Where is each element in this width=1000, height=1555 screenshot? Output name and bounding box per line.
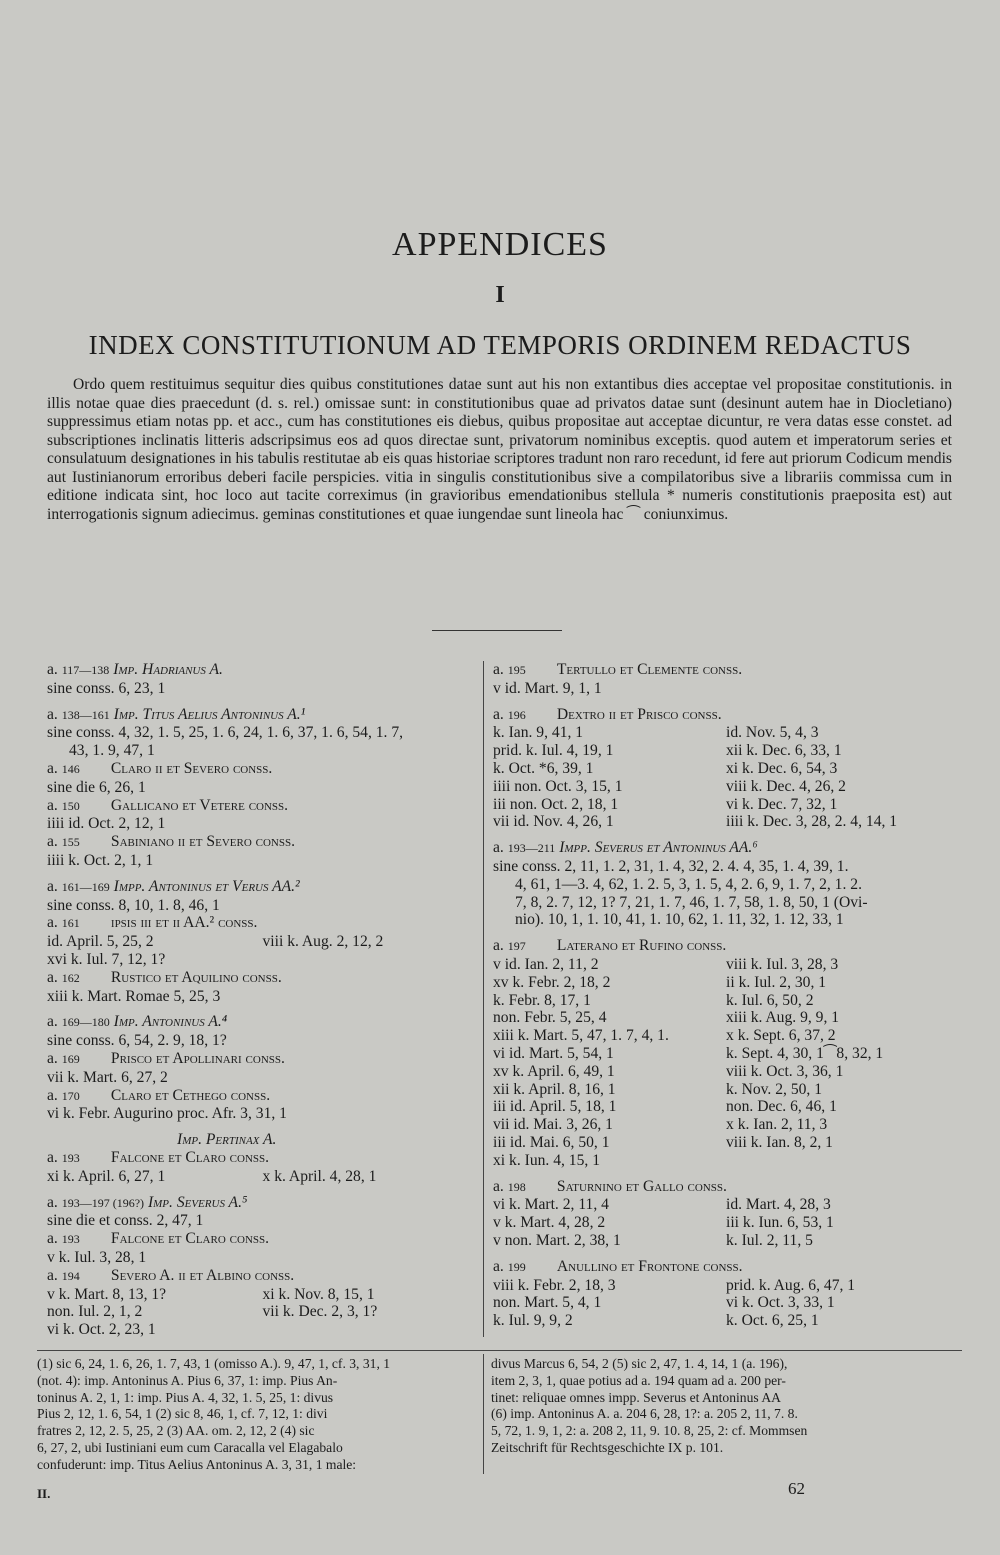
entry-line: xi k. Iun. 4, 15, 1 bbox=[493, 1151, 600, 1169]
entry-line: non. Dec. 6, 46, 1 bbox=[726, 1098, 837, 1116]
entry-line: k. Oct. 6, 25, 1 bbox=[726, 1312, 819, 1330]
entry-line: xiii k. Mart. Romae 5, 25, 3 bbox=[47, 987, 221, 1005]
date-grid bbox=[47, 1168, 472, 1186]
entry-line: x k. Ian. 2, 11, 3 bbox=[726, 1116, 828, 1134]
entry-year: 117—138 bbox=[61, 663, 110, 677]
consuls-heading: Anullino et Frontone conss. bbox=[556, 1257, 743, 1275]
entry-line: viii k. Febr. 2, 18, 3 bbox=[493, 1276, 616, 1294]
footnote-line: (1) sic 6, 24, 1. 6, 26, 1. 7, 43, 1 (omisso A.). 9, 47, 1, cf. 3, 31, 1 bbox=[37, 1356, 391, 1371]
consuls-heading: Claro ii et Severo conss. bbox=[110, 759, 273, 777]
footnote-line: (not. 4): imp. Antoninus A. Pius 6, 37, 1: imp. Pius An- bbox=[37, 1372, 338, 1388]
left-column bbox=[47, 661, 472, 1347]
consuls-heading: Sabiniano ii et Severo conss. bbox=[110, 833, 296, 851]
consuls-heading: Falcone et Claro conss. bbox=[110, 1148, 270, 1166]
entry-line: vi k. Oct. 2, 23, 1 bbox=[47, 1321, 156, 1339]
consuls-heading: ipsis iii et ii AA.² conss. bbox=[110, 914, 258, 932]
entry-line: v k. Mart. 8, 13, 1? bbox=[47, 1285, 167, 1303]
entry-196: a. 196 Dextro ii et Prisco conss. k. Ian. 9, 41, 1 id. Nov. 5, 4, 3 prid. k. Iul. 4, 19, 1 xii k. Dec. 6, 33, 1 k. Oct. *6, 39, 1 xi k. Dec. 6, 54, 3 iiii non. Oct. 3, 15, 1 viii k. Dec. 4, 26, 2 iii non. Oct. 2, 18, 1 vi k. Dec. 7, 32, 1 vii id. Nov. 4, 26, 1 iiii k. Dec. 3, 28, 2. 4, 14, 1 bbox=[493, 706, 953, 832]
entry-pertinax: Imp. Pertinax A. a. 193 Falcone et Claro conss. xi k. April. 6, 27, 1 x k. April. 4, 28, 1 bbox=[47, 1131, 472, 1185]
entry-line: v k. Mart. 4, 28, 2 bbox=[493, 1214, 606, 1232]
entry-year: 193—211 bbox=[507, 841, 556, 856]
date-grid bbox=[47, 1286, 472, 1339]
entry-line: id. Nov. 5, 4, 3 bbox=[726, 724, 819, 742]
entry-line: xi k. Dec. 6, 54, 3 bbox=[726, 759, 838, 777]
entry-line: iii id. Mai. 6, 50, 1 bbox=[493, 1133, 610, 1151]
entry-year: 196 bbox=[507, 707, 526, 722]
entry-line: k. Iul. 9, 9, 2 bbox=[493, 1312, 573, 1330]
intro-text: Ordo quem restituimus sequitur dies quibus constitutiones datae sunt aut his non extantibus dies acceptae vel propositae constitutionis. in illis notae quae dies praecedunt (d. s. rel.) omissae sunt: in constitutionibus quae ad privatos datae sunt (desinunt autem hae in Diocletiano) suppressimus etiam notas pp. et acc., cum has constitutiones eis diebus, quibus propositae aut acceptae dicuntur, re vera datas esse constet. ad subscriptiones inclinatis litteris adscripsimus eos ad quos directae sunt, privatorum nominibus exceptis. quod autem et imperatorum series et consulatuum designationes in his tabulis restitutae ab eis quas historiae scriptores tradunt non raro recedunt, id fere aut priorum Codicum mendis aut Iustinianorum erroribus deberi facile perspicies. vitia in singulis constitutionibus sive a compilatoribus sive a librariis commissa cum in editione indicata sint, hoc loco aut tacite correximus (in gravioribus emendationibus stellula * numeris constitutionis praeposita est) aut interrogationis signum adiecimus. geminas constitutiones et quae iungendae sunt lineola hac ⁀ coniunximus. bbox=[47, 376, 952, 523]
entry-line: 7, 8, 2. 7, 12, 1? 7, 21, 1. 7, 46, 1. 7, 58, 1. 8, 50, 1 (Ovi- bbox=[515, 893, 868, 911]
entry-line: vii id. Nov. 4, 26, 1 bbox=[493, 813, 614, 831]
entry-line: vi k. Dec. 7, 32, 1 bbox=[726, 795, 838, 813]
entry-year: 193 bbox=[61, 1232, 80, 1247]
entry-line: sine conss. 6, 23, 1 bbox=[47, 679, 166, 697]
entry-line: vii k. Dec. 2, 3, 1? bbox=[262, 1303, 378, 1321]
entry-line: viii k. Ian. 8, 2, 1 bbox=[726, 1133, 833, 1151]
date-grid bbox=[493, 1196, 953, 1249]
entry-line: xii k. April. 8, 16, 1 bbox=[493, 1080, 616, 1098]
entry-line: xv k. April. 6, 49, 1 bbox=[493, 1062, 615, 1080]
footnote-line: 5, 72, 1. 9, 1, 2: a. 208 2, 11, 9. 10. 8, 25, 2: cf. Mommsen bbox=[491, 1423, 808, 1439]
emperor-heading: Impp. Severus et Antoninus AA.⁶ bbox=[559, 839, 758, 857]
entry-year: 199 bbox=[507, 1259, 526, 1274]
entry-line: k. Oct. *6, 39, 1 bbox=[493, 759, 594, 777]
footnote-line: confuderunt: imp. Titus Aelius Antoninus A. 3, 31, 1 male: bbox=[37, 1456, 357, 1472]
entry-line: vii id. Mai. 3, 26, 1 bbox=[493, 1116, 613, 1134]
entry-line: k. Iul. 6, 50, 2 bbox=[726, 991, 814, 1009]
entry-line: xiii k. Mart. 5, 47, 1. 7, 4, 1. bbox=[493, 1027, 669, 1045]
emperor-heading: Imp. Antoninus A.⁴ bbox=[113, 1013, 228, 1031]
entry-line: xvi k. Iul. 7, 12, 1? bbox=[47, 950, 166, 968]
footnote-line: tinet: reliquae omnes impp. Severus et Antoninus AA bbox=[491, 1389, 781, 1405]
emperor-heading: Imp. Pertinax A. bbox=[177, 1131, 277, 1149]
entry-line: xv k. Febr. 2, 18, 2 bbox=[493, 973, 611, 991]
entry-year: 138—161 bbox=[61, 707, 110, 722]
entry-line: iiii id. Oct. 2, 12, 1 bbox=[47, 815, 166, 833]
entry-line: k. Iul. 2, 11, 5 bbox=[726, 1231, 813, 1249]
entry-line: k. Sept. 4, 30, 1⁀8, 32, 1 bbox=[726, 1044, 884, 1062]
entry-year: 161—169 bbox=[61, 879, 110, 894]
entry-line: prid. k. Iul. 4, 19, 1 bbox=[493, 742, 614, 760]
consuls-heading: Gallicano et Vetere conss. bbox=[110, 796, 289, 814]
right-column bbox=[493, 661, 953, 1338]
entry-line: x k. Sept. 6, 37, 2 bbox=[726, 1027, 836, 1045]
footnote-separator bbox=[483, 1354, 484, 1474]
entry-line: ii k. Iul. 2, 30, 1 bbox=[726, 973, 827, 991]
entry-line bbox=[726, 1152, 953, 1170]
entry-line: viii k. Oct. 3, 36, 1 bbox=[726, 1062, 844, 1080]
entry-line: iiii k. Dec. 3, 28, 2. 4, 14, 1 bbox=[726, 813, 898, 831]
entry-year: 161 bbox=[61, 916, 80, 931]
emperor-heading: Impp. Antoninus et Verus AA.² bbox=[113, 877, 300, 895]
entry-year: 193—197 (196?) bbox=[61, 1195, 145, 1210]
entry-195: a. 195 Tertullo et Clemente conss. v id. Mart. 9, 1, 1 bbox=[493, 661, 953, 698]
entry-line: non. Iul. 2, 1, 2 bbox=[47, 1303, 143, 1321]
consuls-heading: Falcone et Claro conss. bbox=[110, 1230, 270, 1248]
entry-line: v non. Mart. 2, 38, 1 bbox=[493, 1231, 621, 1249]
entry-line: non. Mart. 5, 4, 1 bbox=[493, 1294, 602, 1312]
date-grid bbox=[493, 1277, 953, 1330]
emperor-heading: Imp. Hadrianus A. bbox=[113, 661, 223, 678]
entry-line: id. April. 5, 25, 2 bbox=[47, 933, 154, 951]
footnote-line: item 2, 3, 1, quae potius ad a. 194 quam ad a. 200 per- bbox=[491, 1372, 786, 1388]
footnote-line: fratres 2, 12, 2. 5, 25, 2 (3) AA. om. 2, 12, 2 (4) sic bbox=[37, 1423, 315, 1439]
entry-year: 169—180 bbox=[61, 1015, 110, 1030]
emperor-heading: Imp. Severus A.⁵ bbox=[147, 1193, 248, 1211]
entry-line: x k. April. 4, 28, 1 bbox=[262, 1167, 377, 1185]
entry-line: xi k. April. 6, 27, 1 bbox=[47, 1167, 166, 1185]
consuls-heading: Rustico et Aquilino conss. bbox=[110, 968, 282, 986]
entry-year: 155 bbox=[61, 835, 80, 850]
appendices-title: APPENDICES bbox=[392, 226, 608, 263]
entry-line: k. Ian. 9, 41, 1 bbox=[493, 724, 584, 742]
entry-year: 195 bbox=[507, 663, 526, 677]
entry-line: prid. k. Aug. 6, 47, 1 bbox=[726, 1276, 856, 1294]
entry-year: 170 bbox=[61, 1088, 80, 1103]
footnote-line: Zeitschrift für Rechtsgeschichte IX p. 101. bbox=[491, 1439, 724, 1455]
signature-mark: II. bbox=[37, 1486, 51, 1501]
footnotes-right bbox=[491, 1356, 962, 1457]
entry-line: v id. Ian. 2, 11, 2 bbox=[493, 955, 599, 973]
entry-line: iiii non. Oct. 3, 15, 1 bbox=[493, 777, 623, 795]
consuls-heading: Saturnino et Gallo conss. bbox=[556, 1177, 727, 1195]
entry-line: vi k. Oct. 3, 33, 1 bbox=[726, 1294, 835, 1312]
entry-year: 194 bbox=[61, 1268, 80, 1283]
date-grid bbox=[493, 724, 953, 831]
footnote-line: Pius 2, 12, 1. 6, 54, 1 (2) sic 8, 46, 1, cf. 7, 12, 1: divi bbox=[37, 1406, 328, 1422]
entry-line: vi id. Mart. 5, 54, 1 bbox=[493, 1044, 614, 1062]
appendix-number: I bbox=[495, 282, 505, 308]
entry-line: iii non. Oct. 2, 18, 1 bbox=[493, 795, 619, 813]
page-number: 62 bbox=[788, 1479, 805, 1498]
date-grid bbox=[493, 956, 953, 1170]
entry-line: id. Mart. 4, 28, 3 bbox=[726, 1196, 831, 1214]
consuls-heading: Severo A. ii et Albino conss. bbox=[110, 1266, 295, 1284]
entry-year: 162 bbox=[61, 970, 80, 985]
entry-line: non. Febr. 5, 25, 4 bbox=[493, 1009, 607, 1027]
entry-year: 193 bbox=[61, 1150, 80, 1165]
entry-year: 146 bbox=[61, 761, 80, 776]
entry-line: iii id. April. 5, 18, 1 bbox=[493, 1098, 617, 1116]
entry-year: 169 bbox=[61, 1051, 80, 1066]
consuls-heading: Claro et Cethego conss. bbox=[110, 1086, 271, 1104]
entry-year: 150 bbox=[61, 798, 80, 813]
entry-line: viii k. Iul. 3, 28, 3 bbox=[726, 955, 839, 973]
entry-line: k. Nov. 2, 50, 1 bbox=[726, 1080, 823, 1098]
entry-line: viii k. Aug. 2, 12, 2 bbox=[262, 933, 384, 951]
entry-line: vi k. Mart. 2, 11, 4 bbox=[493, 1196, 609, 1214]
entry-line: sine die et conss. 2, 47, 1 bbox=[47, 1212, 204, 1230]
entry-line: sine conss. 8, 10, 1. 8, 46, 1 bbox=[47, 896, 220, 914]
entry-198: a. 198 Saturnino et Gallo conss. vi k. Mart. 2, 11, 4 id. Mart. 4, 28, 3 v k. Mart. 4, 28, 2 iii k. Iun. 6, 53, 1 v non. Mart. 2, 38, 1 k. Iul. 2, 11, 5 bbox=[493, 1178, 953, 1250]
emperor-heading: Imp. Titus Aelius Antoninus A.¹ bbox=[113, 705, 306, 723]
entry-hadrianus: a. 117—138 Imp. Hadrianus A. sine conss. 6, 23, 1 bbox=[47, 661, 472, 698]
entry-line: k. Febr. 8, 17, 1 bbox=[493, 991, 591, 1009]
entry-line: iiii k. Oct. 2, 1, 1 bbox=[47, 851, 154, 869]
entry-year: 197 bbox=[507, 939, 526, 954]
footnotes-left bbox=[37, 1356, 475, 1474]
entry-line: vi k. Febr. Augurino proc. Afr. 3, 31, 1 bbox=[47, 1105, 287, 1123]
consuls-heading: Dextro ii et Prisco conss. bbox=[556, 705, 722, 723]
entry-197: a. 197 Laterano et Rufino conss. v id. Ian. 2, 11, 2 viii k. Iul. 3, 28, 3 xv k. Febr. 2, 18, 2 ii k. Iul. 2, 30, 1 k. Febr. 8, 17, 1 k. Iul. 6, 50, 2 non. Febr. 5, 25, 4 xiii k. Aug. 9, 9, 1 xiii k. Mart. 5, 47, 1. 7, 4, 1. x k. Sept. 6, 37, 2 vi id. Mart. 5, 54, 1 k. Sept. 4, 30, 1⁀8, 32, 1 xv k. April. 6, 49, 1 viii k. Oct. 3, 36, 1 xii k. April. 8, 16, 1 k. Nov. 2, 50, 1 iii id. April. 5, 18, 1 non. Dec. 6, 46, 1 vii id. Mai. 3, 26, 1 x k. Ian. 2, 11, 3 iii id. Mai. 6, 50, 1 viii k. Ian. 8, 2, 1 xi k. Iun. 4, 15, 1 bbox=[493, 937, 953, 1169]
entry-severus: a. 193—197 (196?) Imp. Severus A.⁵ sine die et conss. 2, 47, 1 a. 193 Falcone et Claro conss. v k. Iul. 3, 28, 1 a. 194 Severo A. ii et Albino conss. v k. Mart. 8, 13, 1? xi k. Nov. 8, 15, 1 non. Iul. 2, 1, 2 vii k. Dec. 2, 3, 1? vi k. Oct. 2, 23, 1 bbox=[47, 1194, 472, 1339]
entry-line: nio). 10, 1, 1. 10, 41, 1. 10, 62, 1. 11, 32, 1. 12, 33, 1 bbox=[515, 911, 844, 929]
entry-line: 4, 61, 1—3. 4, 62, 1. 2. 5, 3, 1. 5, 4, 2. 6, 9, 1. 7, 2, 1. 2. bbox=[515, 875, 862, 893]
section-divider bbox=[432, 630, 562, 631]
intro-paragraph bbox=[47, 376, 952, 524]
consuls-heading: Laterano et Rufino conss. bbox=[556, 937, 727, 955]
footnote-line: 6, 27, 2, ubi Iustiniani eum cum Caracalla vel Elagabalo bbox=[37, 1439, 343, 1455]
entry-marcus-antoninus: a. 169—180 Imp. Antoninus A.⁴ sine conss. 6, 54, 2. 9, 18, 1? a. 169 Prisco et Apollinari conss. vii k. Mart. 6, 27, 2 a. 170 Claro et Cethego conss. vi k. Febr. Augurino proc. Afr. 3, 31, 1 bbox=[47, 1013, 472, 1123]
entry-year: 198 bbox=[507, 1179, 526, 1194]
entry-line: sine die 6, 26, 1 bbox=[47, 778, 146, 796]
entry-line: viii k. Dec. 4, 26, 2 bbox=[726, 777, 846, 795]
footnote-line: divus Marcus 6, 54, 2 (5) sic 2, 47, 1. 4, 14, 1 (a. 196), bbox=[491, 1356, 788, 1371]
footnote-line: toninus A. 2, 1, 1: imp. Pius A. 4, 32, 1. 5, 25, 1: divus bbox=[37, 1389, 334, 1405]
entry-line: sine conss. 2, 11, 1. 2, 31, 1. 4, 32, 2. 4. 4, 35, 1. 4, 39, 1. bbox=[493, 857, 849, 875]
entry-199: a. 199 Anullino et Frontone conss. viii k. Febr. 2, 18, 3 prid. k. Aug. 6, 47, 1 non. Mart. 5, 4, 1 vi k. Oct. 3, 33, 1 k. Iul. 9, 9, 2 k. Oct. 6, 25, 1 bbox=[493, 1258, 953, 1330]
entry-line bbox=[263, 1321, 473, 1339]
index-title: INDEX CONSTITUTIONUM AD TEMPORIS ORDINEM REDACTUS bbox=[88, 330, 912, 360]
date-grid bbox=[47, 933, 472, 951]
footnote-rule bbox=[37, 1350, 962, 1351]
entry-line: iii k. Iun. 6, 53, 1 bbox=[726, 1214, 834, 1232]
entry-line: vii k. Mart. 6, 27, 2 bbox=[47, 1068, 168, 1086]
entry-line: v id. Mart. 9, 1, 1 bbox=[493, 679, 602, 697]
entry-line: sine conss. 4, 32, 1. 5, 25, 1. 6, 24, 1. 6, 37, 1. 6, 54, 1. 7, bbox=[47, 724, 404, 742]
column-separator bbox=[483, 661, 484, 1337]
entry-line: xiii k. Aug. 9, 9, 1 bbox=[726, 1009, 840, 1027]
entry-line: sine conss. 6, 54, 2. 9, 18, 1? bbox=[47, 1032, 227, 1050]
entry-line: xii k. Dec. 6, 33, 1 bbox=[726, 742, 842, 760]
entry-antoninus-pius: a. 138—161 Imp. Titus Aelius Antoninus A.¹ sine conss. 4, 32, 1. 5, 25, 1. 6, 24, 1. 6, 37, 1. 6, 54, 1. 7, 43, 1. 9, 47, 1 a. 146 Claro ii et Severo conss. sine die 6, 26, 1 a. 150 Gallicano et Vetere conss. iiii id. Oct. 2, 12, 1 a. 155 Sabiniano ii et Severo conss. iiii k. Oct. 2, 1, 1 bbox=[47, 706, 472, 870]
entry-line: 43, 1. 9, 47, 1 bbox=[69, 742, 155, 760]
entry-line: xi k. Nov. 8, 15, 1 bbox=[262, 1285, 375, 1303]
entry-line: v k. Iul. 3, 28, 1 bbox=[47, 1248, 147, 1266]
entry-antoninus-verus: a. 161—169 Impp. Antoninus et Verus AA.² sine conss. 8, 10, 1. 8, 46, 1 a. 161 ipsis iii et ii AA.² conss. id. April. 5, 25, 2 viii k. Aug. 2, 12, 2 xvi k. Iul. 7, 12, 1? a. 162 Rustico et Aquilino conss. xiii k. Mart. Romae 5, 25, 3 bbox=[47, 878, 472, 1006]
consuls-heading: Tertullo et Clemente conss. bbox=[556, 661, 743, 678]
consuls-heading: Prisco et Apollinari conss. bbox=[110, 1049, 285, 1067]
footnote-line: (6) imp. Antoninus A. a. 204 6, 28, 1?: a. 205 2, 11, 7. 8. bbox=[491, 1406, 798, 1422]
entry-severus-antoninus: a. 193—211 Impp. Severus et Antoninus AA.⁶ sine conss. 2, 11, 1. 2, 31, 1. 4, 32, 2. 4. 4, 35, 1. 4, 39, 1. 4, 61, 1—3. 4, 62, 1. 2. 5, 3, 1. 5, 4, 2. 6, 9, 1. 7, 2, 1. 2. 7, 8, 2. 7, 12, 1? 7, 21, 1. 7, 46, 1. 7, 58, 1. 8, 50, 1 (Ovi- nio). 10, 1, 1. 10, 41, 1. 10, 62, 1. 11, 32, 1. 12, 33, 1 bbox=[493, 839, 953, 929]
